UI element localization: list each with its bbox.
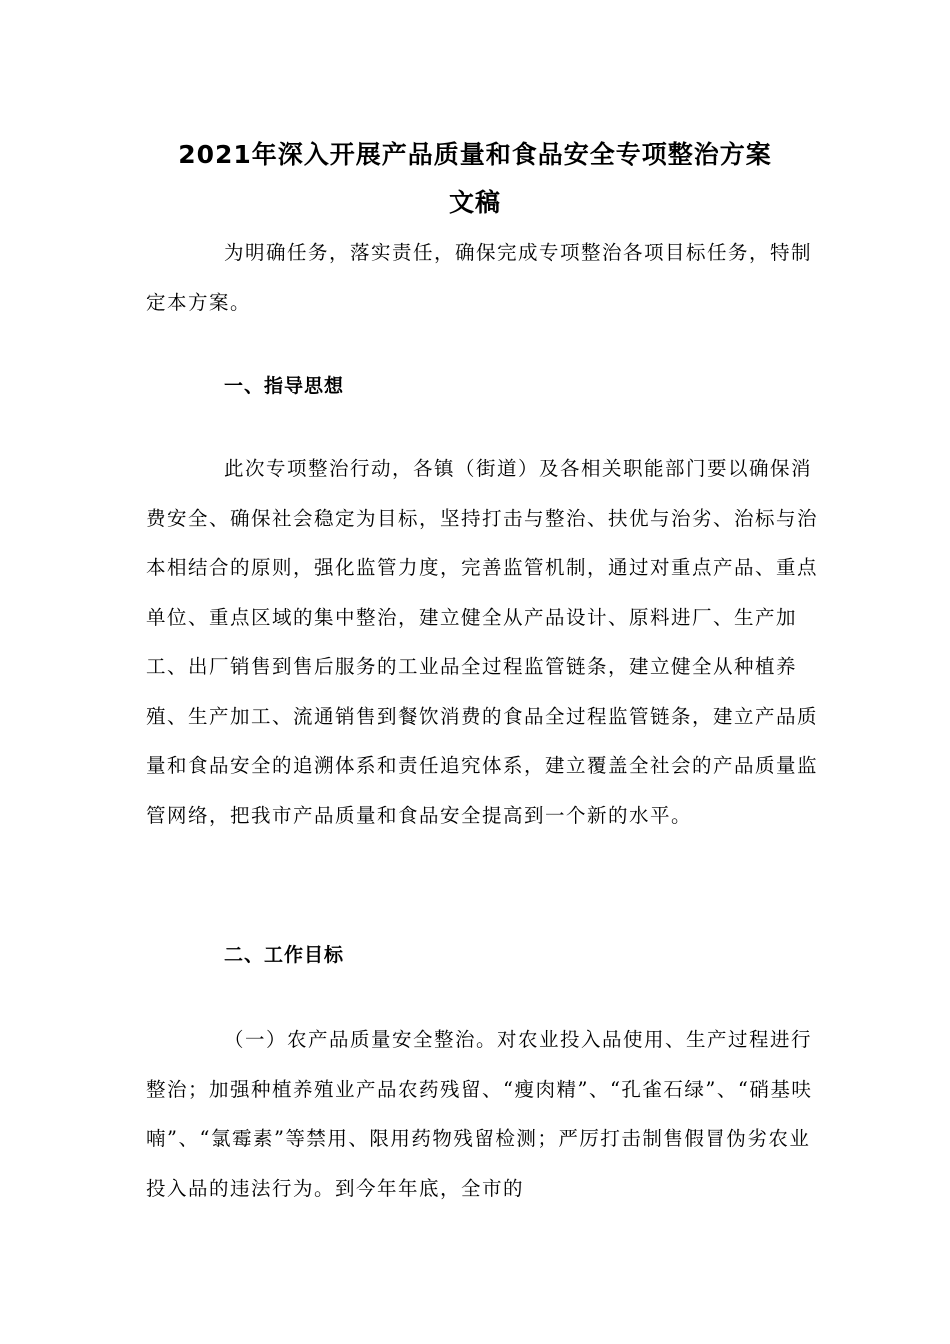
document-title-continuation: 文稿 (448, 188, 501, 217)
section-heading-guiding-ideology: 一、指导思想 (224, 375, 345, 397)
section-paragraph-guiding-ideology: 此次专项整治行动，各镇（街道）及各相关职能部门要以确保消费安全、确保社会稳定为目标，坚持打击与整治、扶优与治劣、治标与治本相结合的原则，强化监管力度，完善监管机制，通过对重点产品、重点单位、重点区域的集中整治，建立健全从产品设计、原料进厂、生产加工、出厂销售到售后服务的工业品全过程监管链条，建立健全从种植养殖、生产加工、流通销售到餐饮消费的食品全过程监管链条，建立产品质量和食品安全的追溯体系和责任追究体系，建立覆盖全社会的产品质量监管网络，把我市产品质量和食品安全提高到一个新的水平。 (146, 457, 819, 827)
section-paragraph-work-goals: （一）农产品质量安全整治。对农业投入品使用、生产过程进行整治；加强种植养殖业产品农药残留、“瘦肉精”、“孔雀石绿”、“硝基呋喃”、“氯霉素”等禁用、限用药物残留检测；严厉打击制售假冒伪劣农业投入品的违法行为。到今年年底，全市的 (146, 1028, 813, 1200)
section-heading-work-goals: 二、工作目标 (224, 944, 345, 966)
document-title: 2021年深入开展产品质量和食品安全专项整治方案 (178, 140, 772, 169)
intro-paragraph: 为明确任务，落实责任，确保完成专项整治各项目标任务，特制定本方案。 (146, 241, 813, 314)
